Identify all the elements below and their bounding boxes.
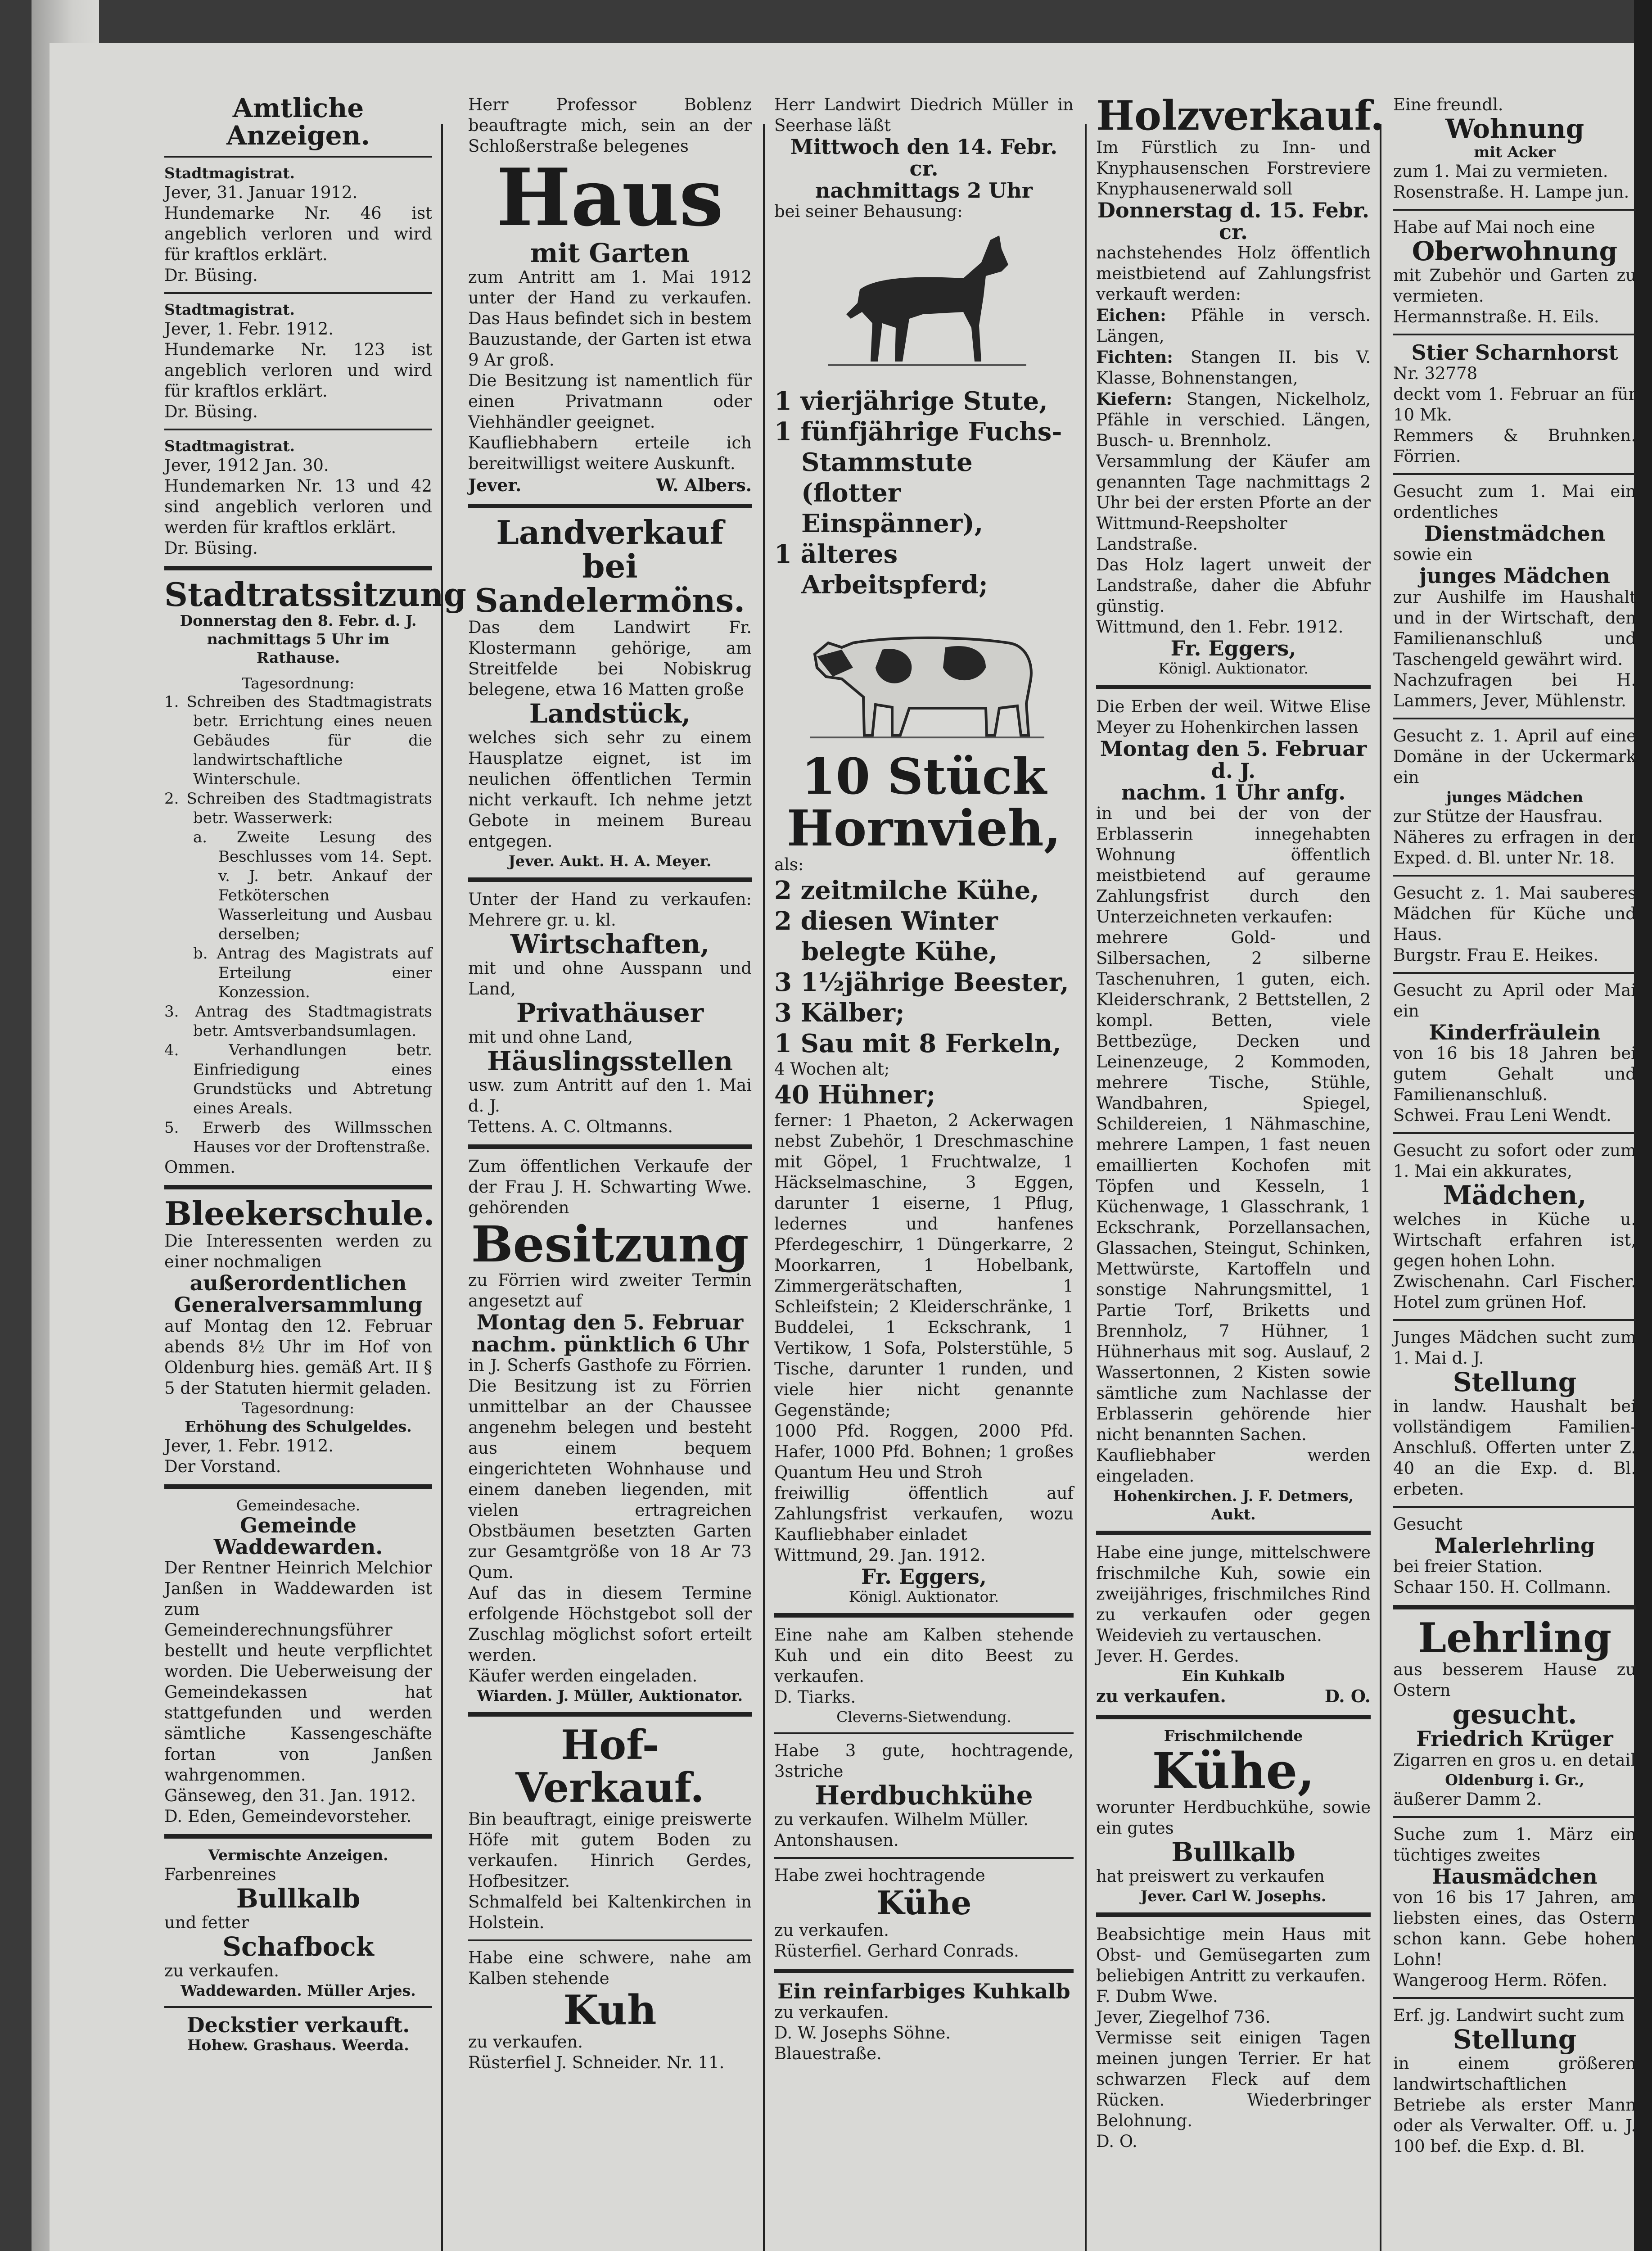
notice-text: Hundemarke Nr. 123 ist angeblich verloren und wird für kraftlos erklärt. xyxy=(164,339,432,401)
ad-title: Oberwohnung xyxy=(1412,235,1618,267)
column-1 xyxy=(164,93,466,2251)
ad-title: Lehrling xyxy=(1417,1614,1612,1662)
ad-place: Blauestraße. xyxy=(774,2043,882,2063)
lot-item: 3 1½jährige Beester, xyxy=(774,967,1069,997)
ad-text: worunter Herdbuchkühe, sowie ein gutes xyxy=(1096,1797,1371,1838)
ad-text: ferner: 1 Phaeton, 2 Ackerwagen nebst Zubehör, 1 Dreschmaschine mit Göpel, 1 Fruchtwalze, 1 Häckselmaschine, 3 Eggen, darunter 1 eiserne, 1 Pflug, ledernes und hanfenes Pferdegeschirr, 1 Düngerkarre, 2 Moorkarren, 1 Hobelbank, Zimmergerätschaften, 1 Schleifstein; 2 Kleiderschränke, 1 Buddelei, 1 Eckschrank, 1 Vertikow, 1 Sofa, Polsterstühle, 5 Tische, darunter 1 runden, und viele hier nicht genannte Gegenstände; xyxy=(774,1110,1074,1420)
agenda-item: 4. Verhandlungen betr. Einfriedigung eines Grundstücks und Abtretung eines Areals. xyxy=(164,1041,432,1118)
ad-headline: gesucht. xyxy=(1452,1699,1577,1730)
ad-when: Donnerstag d. 15. Febr. cr. xyxy=(1097,198,1369,244)
ad-date: Gänseweg, den 31. Jan. 1912. xyxy=(164,1786,416,1806)
ad-sign: Schwei. Frau Leni Wendt. xyxy=(1393,1105,1611,1125)
ad-title: Landverkauf xyxy=(496,513,724,551)
ad-sign: Hohenkirchen. J. F. Detmers, Aukt. xyxy=(1113,1487,1354,1523)
ad-sign: Königl. Auktionator. xyxy=(849,1588,999,1606)
ad-sign: Rüsterfiel. Gerhard Conrads. xyxy=(774,1941,1019,1961)
ad-text: Kaufliebhaber werden eingeladen. xyxy=(1096,1446,1371,1486)
ad-text: usw. zum Antritt auf den 1. Mai d. J. xyxy=(468,1075,752,1116)
ad-text: freiwillig öffentlich auf Zahlungsfrist verkaufen, wozu Kaufliebhaber einladet xyxy=(774,1483,1074,1544)
lot-item: 1 Sau mit 8 Ferkeln, xyxy=(774,1028,1061,1058)
ad-text: Gesucht xyxy=(1393,1514,1462,1534)
ad-title: Kühe, xyxy=(1152,1742,1315,1800)
ad-title: Kühe xyxy=(876,1884,972,1922)
ad-title: bei Sandelermöns. xyxy=(474,547,745,619)
ad-sign: Fr. Eggers, xyxy=(1170,636,1296,661)
column-4 xyxy=(1096,92,1385,2251)
agenda-item: 5. Erwerb des Willmsschen Hauses vor der Droftenstraße. xyxy=(164,1119,432,1157)
ad-text: bei freier Station. xyxy=(1393,1557,1543,1577)
agenda-label: Tagesordnung: xyxy=(242,1399,355,1417)
ad-title: Stellung xyxy=(1453,1366,1577,1397)
ad-title: Ein reinfarbiges Kuhkalb xyxy=(777,1979,1070,2003)
ad-text: Nr. 32778 xyxy=(1393,364,1478,384)
lot-item: 1 älteres Arbeitspferd; xyxy=(774,539,988,600)
ad-sign: Burgstr. Frau E. Heikes. xyxy=(1393,945,1598,965)
ad-title: Stier Scharnhorst xyxy=(1411,340,1618,365)
ad-text: mit Zubehör und Garten zu vermieten. xyxy=(1393,265,1636,306)
ad-name: Friedrich Krüger xyxy=(1416,1727,1613,1751)
ad-text: zu verkaufen. xyxy=(164,1961,280,1980)
ad-text: zu verkaufen. xyxy=(774,1920,889,1940)
ad-headline: Landstück, xyxy=(529,698,691,729)
ad-text: Habe auf Mai noch eine xyxy=(1393,217,1595,237)
wood-text: Pfähle in versch. Längen, xyxy=(1096,306,1371,346)
ad-text: Vermisse seit einigen Tagen meinen jungen Terrier. Er hat schwarzen Fleck auf dem Rücken. Wiederbringer Belohnung. xyxy=(1096,2028,1371,2130)
ad-text: mehrere Gold- und Silbersachen, 2 silberne Taschenuhren, 1 guten, eich. Kleiderschrank, 2 Bettstellen, 2 kompl. Betten, viele Bettbezüge, Decken und Leinenzeuge, 2 Kommoden, mehrere Tische, Stühle, Wandbahren, Spiegel, Schildereien, 1 Nähmaschine, mehrere Lampen, 1 fast neuen emaillierten Kochofen mit Töpfen und Kesseln, 1 Küchenwage, 1 Glasschrank, 1 Eckschrank, Porzellansachen, Glassachen, Steingut, Schinken, Mettwürste, Kartoffeln und sonstige Nahrungsmittel, 1 Partie Torf, Briketts und Brennholz, 7 Hühner, 1 Hühnerhaus mit sog. Auslauf, 2 Wassertonnen, 2 Kisten sowie sämtliche zum Nachlasse der Erblasserin gehörende hier nicht benannten Sachen. xyxy=(1096,928,1371,1445)
ad-when: nachmittags 2 Uhr xyxy=(815,178,1033,203)
horse-illustration xyxy=(774,222,1074,384)
ad-text: Herr Professor Boblenz beauftragte mich, sein an der Schloßerstraße belegenes xyxy=(468,95,752,156)
notice-text: Hundemarken Nr. 13 und 42 sind angeblich verloren und werden für kraftlos erklärt. xyxy=(164,476,432,537)
ad-text: nachstehendes Holz öffentlich meistbietend auf Zahlungsfrist verkauft werden: xyxy=(1096,243,1371,304)
ad-subtitle: mit Garten xyxy=(530,237,690,268)
ad-sign: D. O. xyxy=(1096,2131,1137,2151)
ad-text: Auf das in diesem Termine erfolgende Höchstgebot soll der Zuschlag möglichst sofort erteilt werden. xyxy=(468,1583,752,1665)
ad-text: 1000 Pfd. Roggen, 2000 Pfd. Hafer, 1000 Pfd. Bohnen; 1 großes Quantum Heu und Stroh xyxy=(774,1421,1074,1482)
column-divider xyxy=(763,124,765,2251)
ad-title: Stellung xyxy=(1453,2024,1577,2055)
column-3 xyxy=(774,95,1074,2251)
ad-when: Montag den 5. Februar xyxy=(476,1310,744,1335)
ad-sign: Tettens. A. C. Oltmanns. xyxy=(468,1116,673,1136)
ad-text: Die Besitzung ist namentlich für einen Privatmann oder Viehhändler geeignet. xyxy=(468,371,752,432)
ad-sign: F. Dubm Wwe. xyxy=(1096,1986,1218,2006)
ad-text: deckt vom 1. Februar an für 10 Mk. xyxy=(1393,384,1636,425)
ad-sign: Schaar 150. H. Collmann. xyxy=(1393,1578,1611,1597)
ad-text: zur Stütze der Hausfrau. xyxy=(1393,806,1603,826)
ad-text: Habe zwei hochtragende xyxy=(774,1866,985,1885)
agenda-item: 1. Schreiben des Stadtmagistrats betr. Errichtung eines neuen Gebäudes für die landwirtschaftliche Winterschule. xyxy=(164,693,432,789)
column-divider xyxy=(1380,124,1381,2251)
ad-text: welches in Küche u. Wirtschaft erfahren ist, gegen hohen Lohn. xyxy=(1393,1209,1636,1270)
ad-text: Farbenreines xyxy=(164,1865,276,1885)
ad-text: Gesucht zum 1. Mai ein ordentliches xyxy=(1393,482,1636,522)
column-divider xyxy=(1085,124,1087,2251)
ad-sign: Jever. Carl W. Josephs. xyxy=(1140,1887,1327,1905)
agenda-item: 2. Schreiben des Stadtmagistrats betr. Wasserwerk: xyxy=(164,790,432,827)
ad-text: aus besserem Hause zu Ostern xyxy=(1393,1659,1636,1700)
lot-item: 1 vierjährige Stute, xyxy=(774,386,1048,416)
ad-sign: Wangeroog Herm. Röfen. xyxy=(1393,1971,1607,1990)
cow-illustration xyxy=(774,600,1074,749)
ad-text: zu Förrien wird zweiter Termin angesetzt auf xyxy=(468,1270,752,1311)
ad-text: in landw. Haushalt bei vollständigem Familien-Anschluß. Offerten unter Z. 40 an die Exp. d. Bl. erbeten. xyxy=(1393,1396,1636,1499)
ad-sign: Fr. Eggers, xyxy=(861,1564,987,1589)
ad-text: Antonshausen. xyxy=(774,1831,899,1850)
ad-title: Mädchen, xyxy=(1443,1180,1587,1211)
section-label: Gemeindesache. xyxy=(236,1496,361,1514)
ad-date: Jever, 1. Febr. 1912. xyxy=(164,1436,334,1455)
ad-text: Schmalfeld bei Kaltenkirchen in Holstein. xyxy=(468,1892,752,1933)
ad-text: Beabsichtige mein Haus mit Obst- und Gemüsegarten zum beliebigen Antritt zu verkaufen. xyxy=(1096,1924,1371,1985)
ad-headline: Bullkalb xyxy=(1171,1836,1295,1867)
notice-org: Stadtmagistrat. xyxy=(164,164,295,182)
notice-sign: Dr. Büsing. xyxy=(164,402,258,421)
ad-title: Stadtratssitzung xyxy=(164,575,466,614)
ad-text: zum Antritt am 1. Mai 1912 unter der Hand zu verkaufen. Das Haus befindet sich in bestem Bauzustande, der Garten ist etwa 9 Ar groß. xyxy=(468,267,752,370)
ad-sign: Jever. Aukt. H. A. Meyer. xyxy=(508,852,712,870)
wood-text: Stangen II. bis V. Klasse, Bohnenstangen, xyxy=(1096,348,1371,388)
ad-sign: Remmers & Bruhnken. Förrien. xyxy=(1393,426,1636,466)
lot-item: 2 zeitmilche Kühe, xyxy=(774,875,1039,905)
ad-text: Näheres zu erfragen in der Exped. d. Bl. unter Nr. 18. xyxy=(1393,827,1636,868)
ad-text: Habe eine junge, mittelschwere frischmilche Kuh, sowie ein zweijähriges, frischmilches Rind zu verkaufen oder gegen Weidevieh zu vertauschen. xyxy=(1096,1543,1371,1645)
ad-text: zu verkaufen. xyxy=(774,2002,889,2022)
ad-text: zu verkaufen. xyxy=(468,2032,583,2052)
agenda-label: Tagesordnung: xyxy=(242,674,355,692)
agenda-list xyxy=(164,692,432,1157)
ad-text: mit und ohne Ausspann und Land, xyxy=(468,958,752,999)
notice-text: Hundemarke Nr. 46 ist angeblich verloren und wird für kraftlos erklärt. xyxy=(164,203,432,264)
ad-text: als: xyxy=(774,854,804,874)
ad-sign: W. Albers. xyxy=(656,475,752,495)
ad-date: Wittmund, den 1. Febr. 1912. xyxy=(1096,617,1344,637)
ad-text: Die Erben der weil. Witwe Elise Meyer zu Hohenkirchen lassen xyxy=(1096,697,1371,737)
ad-title: Hof-Verkauf. xyxy=(515,1721,704,1812)
ad-text: Das dem Landwirt Fr. Klostermann gehörige, am Streitfelde bei Nobiskrug belegene, etwa 16 Matten große xyxy=(468,618,752,700)
wood-text: Stangen, Nickelholz, Pfähle in verschied. Längen, Busch- u. Brennholz. xyxy=(1096,389,1371,451)
wood-label: Kiefern: xyxy=(1096,389,1173,409)
ad-sign: Wiarden. J. Müller, Auktionator. xyxy=(477,1687,743,1705)
ad-text: zu verkaufen. Wilhelm Müller. xyxy=(774,1810,1029,1830)
ad-text: Zigarren en gros u. en detail xyxy=(1393,1750,1636,1770)
ad-text: Herr Landwirt Diedrich Müller in Seerhase läßt xyxy=(774,95,1074,135)
agenda-item: Erhöhung des Schulgeldes. xyxy=(185,1417,412,1435)
ad-text: von 16 bis 17 Jahren, am liebsten eines, das Ostern schon kann. Gebe hohen Lohn! xyxy=(1393,1888,1636,1970)
ad-sign: Hermannstraße. H. Eils. xyxy=(1393,307,1599,326)
lot-item: 1 fünfjährige Fuchs-Stammstute (flotter Einspänner), xyxy=(774,416,1062,538)
ad-text: Habe 3 gute, hochtragende, 3striche xyxy=(774,1741,1074,1781)
notice-org: Stadtmagistrat. xyxy=(164,300,295,318)
ad-headline: Hornvieh, xyxy=(786,799,1061,858)
ad-text: Nachzufragen bei H. Lammers, Jever, Mühlenstr. xyxy=(1393,670,1636,710)
ad-sign: Der Vorstand. xyxy=(164,1456,281,1476)
notice-sign: Dr. Büsing. xyxy=(164,538,258,558)
ad-headline: 10 Stück xyxy=(801,747,1047,805)
ad-sign: Rüsterfiel J. Schneider. Nr. 11. xyxy=(468,2052,725,2072)
ad-text: Der Rentner Heinrich Melchior Janßen in Waddewarden ist zum Gemeinderechnungsführer bestellt und heute verpflichtet worden. Die Ueberweisung der Gemeindekassen hat stattgefunden und werden sämtliche Kassengeschäfte fortan von Janßen wahrgenommen. xyxy=(164,1558,432,1785)
ad-title: Deckstier verkauft. xyxy=(186,2012,410,2037)
ad-text: Versammlung der Käufer am genannten Tage nachmittags 2 Uhr bei der ersten Pforte an der Wittmund-Reepsholter Landstraße. xyxy=(1096,452,1371,554)
ad-place: Oldenburg i. Gr., xyxy=(1445,1771,1584,1789)
ad-text: Das Holz lagert unweit der Landstraße, daher die Abfuhr günstig. xyxy=(1096,555,1371,616)
ad-sign: Königl. Auktionator. xyxy=(1158,660,1309,678)
column-2 xyxy=(468,95,752,2251)
ad-title: Ein Kuhkalb xyxy=(1182,1667,1285,1685)
ad-text: mit und ohne Land, xyxy=(468,1027,633,1047)
ad-address: Jever, Ziegelhof 736. xyxy=(1096,2007,1271,2027)
notice-date: Jever, 31. Januar 1912. xyxy=(164,182,358,202)
ad-text: Frischmilchende xyxy=(1164,1727,1303,1745)
ad-headline: Generalversammlung xyxy=(174,1293,423,1317)
ad-date: Wittmund, 29. Jan. 1912. xyxy=(774,1545,986,1565)
ad-address: äußerer Damm 2. xyxy=(1393,1789,1542,1809)
column-divider xyxy=(441,124,443,2251)
ad-sign: D. Tiarks. xyxy=(774,1687,856,1707)
notice-date: Jever, 1912 Jan. 30. xyxy=(164,455,329,475)
ad-sign: Rosenstraße. H. Lampe jun. xyxy=(1393,182,1629,202)
ad-sign: D. Eden, Gemeindevorsteher. xyxy=(164,1807,412,1826)
agenda-item: b. Antrag des Magistrats auf Erteilung einer Konzession. xyxy=(193,945,432,1002)
lot-item: 2 diesen Winter belegte Kühe, xyxy=(774,906,998,967)
notice-date: Jever, 1. Febr. 1912. xyxy=(164,319,334,339)
agenda-item: a. Zweite Lesung des Beschlusses vom 14. Sept. v. J. betr. Ankauf der Fetköterschen Wasserleitung und Ausbau derselben; xyxy=(193,828,432,944)
ad-title: Besitzung xyxy=(471,1215,749,1273)
ad-headline: Häuslingsstellen xyxy=(487,1046,733,1077)
ad-text: bei seiner Behausung: xyxy=(774,201,963,221)
ad-headline: junges Mädchen xyxy=(1419,564,1610,588)
ad-title: Hausmädchen xyxy=(1432,1864,1598,1889)
ad-text: zur Aushilfe im Haushalt und in der Wirtschaft, den Familienanschluß und Taschengeld gewährt wird. xyxy=(1393,587,1636,669)
ad-text: Gesucht z. 1. April auf eine Domäne in der Uckermark ein xyxy=(1393,726,1636,787)
page-edge-shadow xyxy=(1634,0,1652,2251)
ad-text: Kaufliebhabern erteile ich bereitwilligst weitere Auskunft. xyxy=(468,433,752,473)
ad-title: Bleekerschule. xyxy=(164,1194,435,1233)
ad-sign: Waddewarden. Müller Arjes. xyxy=(181,1981,416,1999)
wood-label: Fichten: xyxy=(1096,347,1173,367)
notice-org: Stadtmagistrat. xyxy=(164,437,295,455)
ad-title: Holzverkauf. xyxy=(1096,92,1385,140)
ad-text: Käufer werden eingeladen. xyxy=(468,1666,698,1686)
ad-title: Haus xyxy=(496,152,724,244)
ad-place: Jever. xyxy=(468,475,522,495)
ad-sign: Jever. H. Gerdes. xyxy=(1096,1646,1239,1666)
ad-sign: D. W. Josephs Söhne. xyxy=(774,2023,951,2043)
ad-when: Donnerstag den 8. Febr. d. J. nachmittags 5 Uhr im Rathause. xyxy=(180,612,417,667)
ad-text: Die Interessenten werden zu einer nochmaligen xyxy=(164,1231,432,1271)
ad-text: Gesucht z. 1. Mai sauberes Mädchen für Küche und Haus. xyxy=(1393,883,1636,944)
newspaper-page xyxy=(50,43,1634,2251)
section-label: Vermischte Anzeigen. xyxy=(208,1846,388,1864)
ad-text: 4 Wochen alt; xyxy=(774,1059,890,1079)
ad-when: Montag den 5. Februar d. J. xyxy=(1100,737,1367,783)
ad-sign: Zwischenahn. Carl Fischer. Hotel zum grünen Hof. xyxy=(1393,1271,1636,1312)
ad-text: Eine nahe am Kalben stehende Kuh und ein dito Beest zu verkaufen. xyxy=(774,1625,1074,1686)
ad-text: von 16 bis 18 Jahren bei gutem Gehalt und Familienanschluß. xyxy=(1393,1043,1636,1104)
ad-sign: Hohew. Grashaus. Weerda. xyxy=(187,2036,409,2054)
ad-text: Gesucht zu April oder Mai ein xyxy=(1393,980,1636,1021)
ad-headline: Privathäuser xyxy=(516,998,704,1029)
lot-item: 40 Hühner; xyxy=(774,1080,936,1110)
ad-text: Suche zum 1. März ein tüchtiges zweites xyxy=(1393,1824,1636,1865)
column-5 xyxy=(1393,95,1636,2251)
ad-when: Mittwoch den 14. Febr. cr. xyxy=(790,135,1058,181)
ad-title: Dienstmädchen xyxy=(1424,521,1606,546)
ad-headline: Schafbock xyxy=(222,1931,374,1962)
lot-item: 3 Kälber; xyxy=(774,998,905,1028)
agenda-item: 3. Antrag des Stadtmagistrats betr. Amtsverbandsumlagen. xyxy=(164,1003,432,1040)
ad-when: nachm. pünktlich 6 Uhr xyxy=(471,1332,749,1356)
ad-text: Unter der Hand zu verkaufen: Mehrere gr. u. kl. xyxy=(468,890,752,930)
ad-text: Erf. jg. Landwirt sucht zum xyxy=(1393,2006,1625,2025)
ad-text: zu verkaufen. xyxy=(1096,1686,1226,1707)
section-header: Amtliche Anzeigen. xyxy=(226,93,370,151)
ad-text: hat preiswert zu verkaufen xyxy=(1096,1866,1325,1886)
ad-text: welches sich sehr zu einem Hausplatze eignet, ist im neulichen öffentlichen Termin nicht verkauft. Ich nehme jetzt Gebote in meinem Bureau entgegen. xyxy=(468,728,752,851)
ad-headline: Wirtschaften, xyxy=(510,929,710,960)
ad-sign: Ommen. xyxy=(164,1157,235,1177)
ad-text: und fetter xyxy=(164,1913,249,1933)
ad-text: zum 1. Mai zu vermieten. xyxy=(1393,161,1608,181)
ad-text: in und bei der von der Erblasserin innegehabten Wohnung öffentlich meistbietend auf geraume Zahlungsfrist durch den Unterzeichneten verkaufen: xyxy=(1096,804,1371,927)
ad-sign: D. O. xyxy=(1324,1686,1371,1707)
ad-when: nachm. 1 Uhr anfg. xyxy=(1121,780,1346,805)
ad-headline: Bullkalb xyxy=(236,1883,361,1914)
ad-text: mit Acker xyxy=(1474,143,1556,161)
ad-text: Bin beauftragt, einige preiswerte Höfe mit gutem Boden zu verkaufen. Hinrich Gerdes, Hofbesitzer. xyxy=(468,1809,752,1891)
ad-title: junges Mädchen xyxy=(1446,788,1584,806)
ad-title: Kinderfräulein xyxy=(1429,1020,1601,1044)
ad-place: Cleverns-Sietwendung. xyxy=(836,1708,1011,1726)
ad-title: Wohnung xyxy=(1445,113,1584,144)
ad-text: Gesucht zu sofort oder zum 1. Mai ein akkurates, xyxy=(1393,1140,1636,1181)
ad-text: in J. Scherfs Gasthofe zu Förrien. Die Besitzung ist zu Förrien unmittelbar an der Chaussee angenehm belegen und besteht aus einem bequem eingerichteten Wohnhause und einem daneben liegenden, mit vielen ertragreichen Obstbäumen besetzten Garten zur Gesamtgröße von 18 Ar 73 Qum. xyxy=(468,1356,752,1582)
ad-text: Im Fürstlich zu Inn- und Knyphausenschen Forstreviere Knyphausenerwald soll xyxy=(1096,137,1371,199)
ad-text: in einem größeren landwirtschaftlichen Betriebe als erster Mann oder als Verwalter. Off. u. J. 100 bef. die Exp. d. Bl. xyxy=(1393,2053,1636,2156)
ad-text: Habe eine schwere, nahe am Kalben stehende xyxy=(468,1948,752,1989)
ad-title: Malerlehrling xyxy=(1434,1533,1595,1558)
ad-text: Zum öffentlichen Verkaufe der der Frau J. H. Schwarting Wwe. gehörenden xyxy=(468,1156,752,1217)
ad-text: Eine freundl. xyxy=(1393,95,1503,114)
notice-sign: Dr. Büsing. xyxy=(164,265,258,285)
ad-title: Gemeinde Waddewarden. xyxy=(213,1513,383,1559)
ad-title: Herdbuchkühe xyxy=(815,1780,1033,1811)
wood-label: Eichen: xyxy=(1096,305,1166,325)
ad-text: Junges Mädchen sucht zum 1. Mai d. J. xyxy=(1393,1327,1636,1368)
ad-headline: außerordentlichen xyxy=(190,1270,407,1295)
ad-title: Kuh xyxy=(563,1986,657,2034)
ad-text: sowie ein xyxy=(1393,545,1472,565)
ad-text: auf Montag den 12. Februar abends 8½ Uhr im Hof von Oldenburg hies. gemäß Art. II § 5 der Statuten hiermit geladen. xyxy=(164,1316,432,1398)
